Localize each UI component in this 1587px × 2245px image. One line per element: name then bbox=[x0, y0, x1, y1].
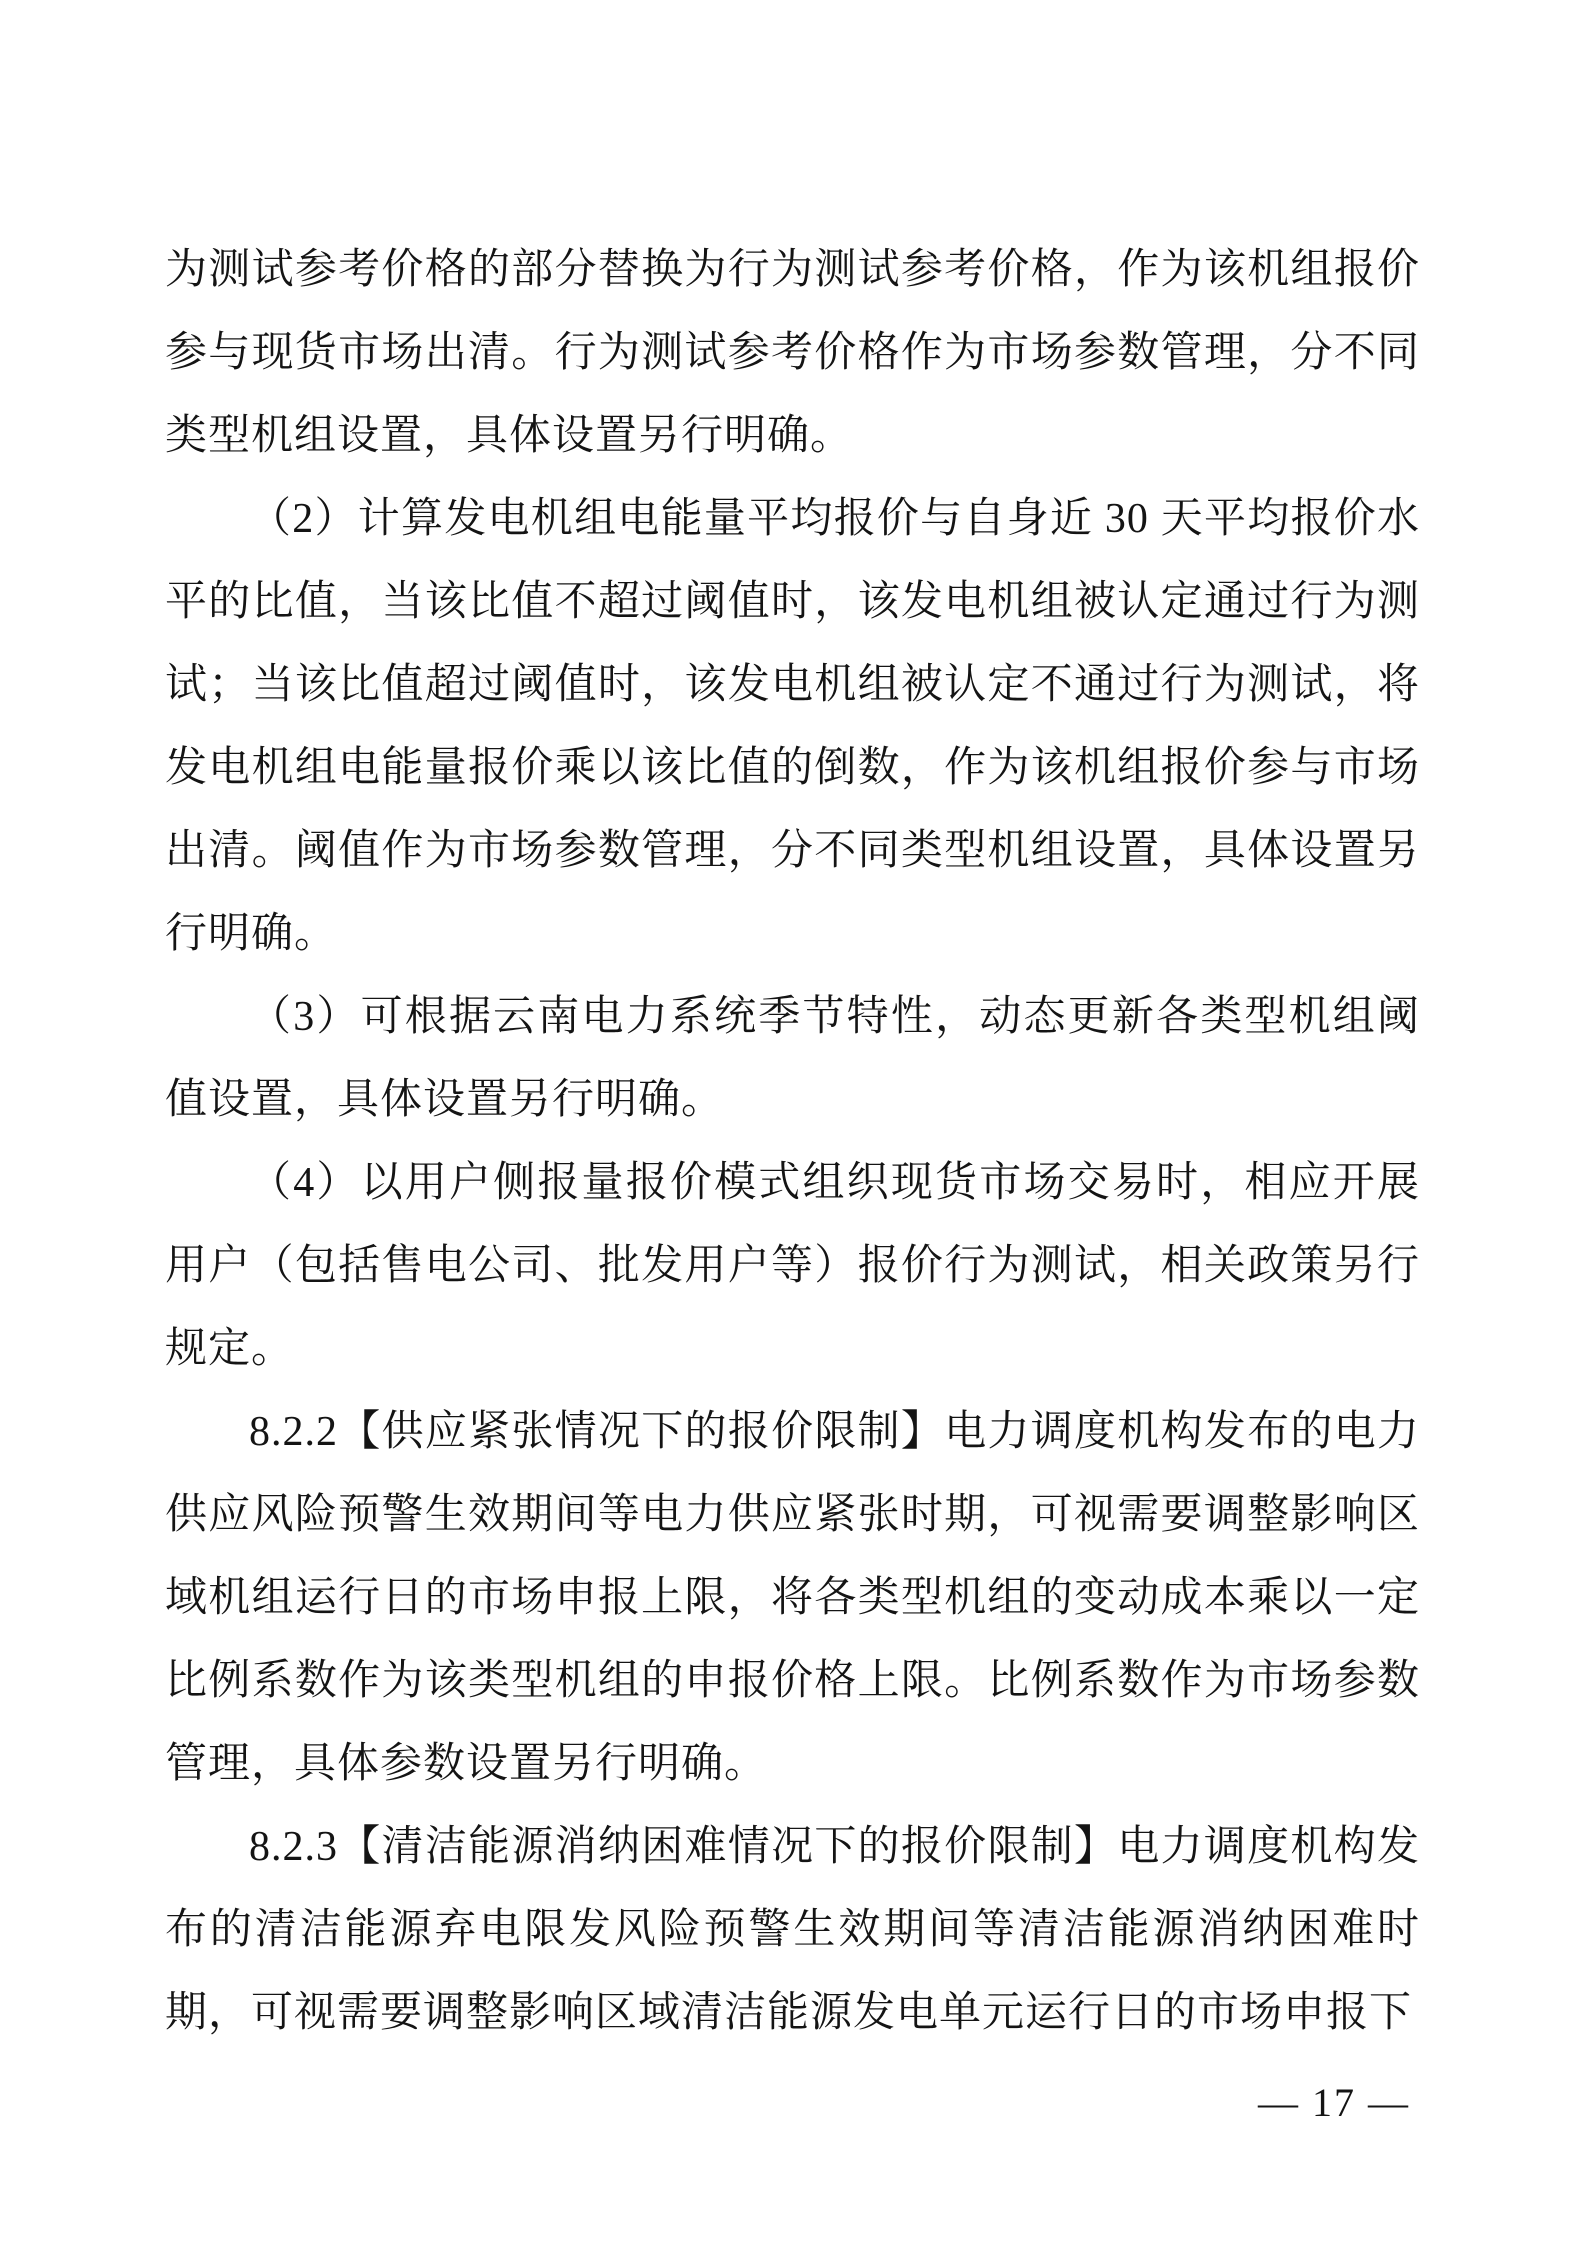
section-number: 8.2.2 bbox=[249, 1409, 338, 1455]
document-body bbox=[165, 229, 1420, 2055]
paragraph-item-3 bbox=[165, 976, 1420, 1142]
paragraph-text: （2）计算发电机组电能量平均报价与自身近 30 天平均报价水平的比值，当该比值不超过阈值时，该发电机组被认定通过行为测试；当该比值超过阈值时，该发电机组被认定不通过行为测试，将发电机组电能量报价乘以该比值的倒数，作为该机组报价参与市场出清。阈值作为市场参数管理，分不同类型机组设置，具体设置另行明确。 bbox=[165, 496, 1420, 957]
paragraph-text: （4）以用户侧报量报价模式组织现货市场交易时，相应开展用户（包括售电公司、批发用户等）报价行为测试，相关政策另行规定。 bbox=[165, 1160, 1420, 1372]
paragraph-item-2 bbox=[165, 478, 1420, 976]
page-number: — 17 — bbox=[1258, 2080, 1410, 2125]
paragraph-continuation bbox=[165, 229, 1420, 478]
section-number: 8.2.3 bbox=[249, 1824, 338, 1870]
paragraph-text: 电力调度机构发布的电力供应风险预警生效期间等电力供应紧张时期，可视需要调整影响区域机组运行日的市场申报上限，将各类型机组的变动成本乘以一定比例系数作为该类型机组的申报价格上限。比例系数作为市场参数管理，具体参数设置另行明确。 bbox=[165, 1409, 1420, 1787]
section-title-tag: 【清洁能源消纳困难情况下的报价限制】 bbox=[338, 1824, 1118, 1870]
paragraph-text: 为测试参考价格的部分替换为行为测试参考价格，作为该机组报价参与现货市场出清。行为测试参考价格作为市场参数管理，分不同类型机组设置，具体设置另行明确。 bbox=[165, 247, 1420, 459]
section-title-tag: 【供应紧张情况下的报价限制】 bbox=[338, 1409, 945, 1455]
paragraph-item-4 bbox=[165, 1142, 1420, 1391]
paragraph-text: （3）可根据云南电力系统季节特性，动态更新各类型机组阈值设置，具体设置另行明确。 bbox=[165, 994, 1420, 1123]
paragraph-section-8-2-3 bbox=[165, 1806, 1420, 2055]
paragraph-text: 电力调度机构发布的清洁能源弃电限发风险预警生效期间等清洁能源消纳困难时期，可视需要调整影响区域清洁能源发电单元运行日的市场申报下 bbox=[165, 1824, 1420, 2036]
paragraph-section-8-2-2 bbox=[165, 1391, 1420, 1806]
